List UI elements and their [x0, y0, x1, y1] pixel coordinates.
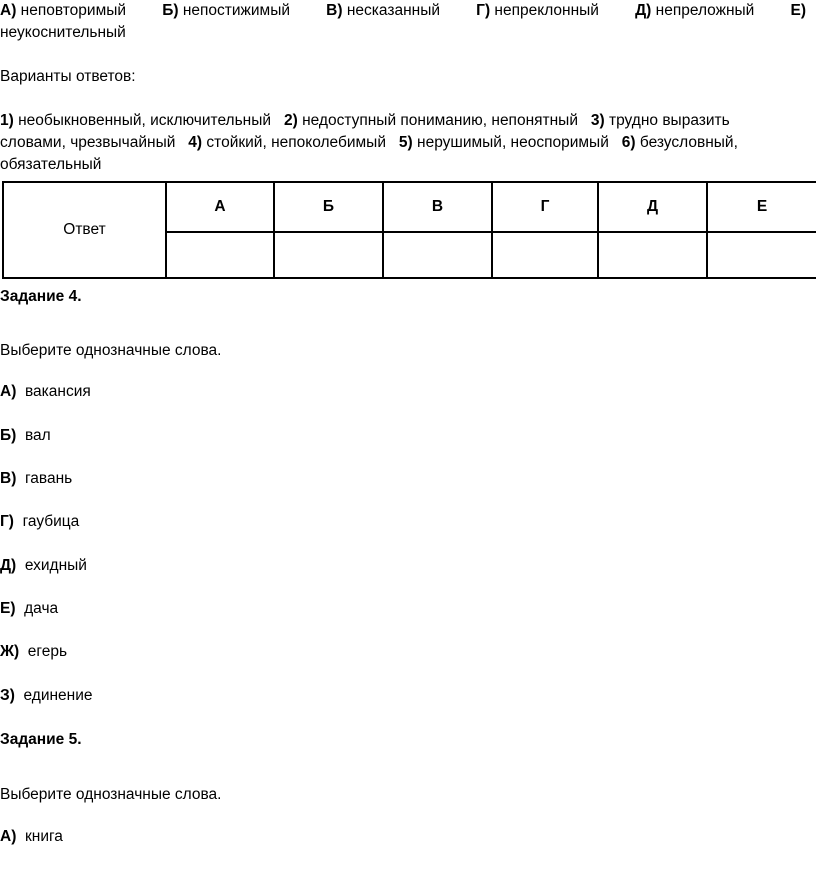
- option-3-num: 3): [590, 112, 605, 129]
- task4-item-zh: Ж) егерь: [0, 643, 68, 660]
- answer-cell-d[interactable]: [598, 232, 707, 278]
- answer-col-header-e: Е: [707, 182, 816, 232]
- option-2-num: 2): [283, 112, 298, 129]
- task4-item-e: Е) дача: [0, 600, 59, 617]
- task4-title: Задание 4.: [0, 288, 82, 305]
- task5-instruction: Выберите однозначные слова.: [0, 786, 222, 803]
- term-e: Е): [790, 2, 806, 19]
- answer-cell-a[interactable]: [166, 232, 274, 278]
- task4-item-z: З) единение: [0, 687, 93, 704]
- option-3-text: трудно выразить: [609, 112, 730, 129]
- term-a: А) неповторимый: [0, 2, 127, 19]
- options-line-3: обязательный: [0, 156, 102, 173]
- task4-item-a: А) вакансия: [0, 383, 91, 400]
- answer-col-header-v: В: [383, 182, 492, 232]
- task4-item-b: Б) вал: [0, 427, 51, 444]
- options-line-1: [0, 110, 730, 132]
- term-v: В) несказанный: [326, 2, 440, 19]
- option-1-text: необыкновенный, исключительный: [18, 112, 272, 129]
- option-4-num: 4): [188, 134, 203, 151]
- option-6-num: 6): [621, 134, 636, 151]
- option-5-num: 5): [398, 134, 413, 151]
- term-d: Д) непреложный: [635, 2, 755, 19]
- answer-col-header-g: Г: [492, 182, 598, 232]
- options-line-2: [0, 132, 738, 154]
- answer-row-label: Ответ: [3, 182, 166, 278]
- task4-item-v: В) гавань: [0, 470, 73, 487]
- option-3-continuation: словами, чрезвычайный: [0, 134, 176, 151]
- variants-heading: Варианты ответов:: [0, 68, 136, 85]
- task4-item-d: Д) ехидный: [0, 557, 87, 574]
- task4-item-g: Г) гаубица: [0, 513, 80, 530]
- term-b: Б) непостижимый: [162, 2, 291, 19]
- task5-title: Задание 5.: [0, 731, 82, 748]
- answer-table: [2, 181, 816, 279]
- task5-item-a: А) книга: [0, 828, 63, 845]
- term-g: Г) непреклонный: [476, 2, 599, 19]
- answer-col-header-a: А: [166, 182, 274, 232]
- answer-cell-e[interactable]: [707, 232, 816, 278]
- answer-cell-v[interactable]: [383, 232, 492, 278]
- matching-terms-line: [0, 0, 806, 22]
- answer-col-header-d: Д: [598, 182, 707, 232]
- term-e-word: неукоснительный: [0, 24, 126, 41]
- option-6-text: безусловный,: [639, 134, 738, 151]
- option-4-text: стойкий, непоколебимый: [206, 134, 386, 151]
- answer-cell-g[interactable]: [492, 232, 598, 278]
- option-5-text: нерушимый, неоспоримый: [417, 134, 609, 151]
- answer-cell-b[interactable]: [274, 232, 383, 278]
- task4-instruction: Выберите однозначные слова.: [0, 342, 222, 359]
- answer-col-header-b: Б: [274, 182, 383, 232]
- option-2-text: недоступный пониманию, непонятный: [302, 112, 578, 129]
- option-1-num: 1): [0, 112, 14, 129]
